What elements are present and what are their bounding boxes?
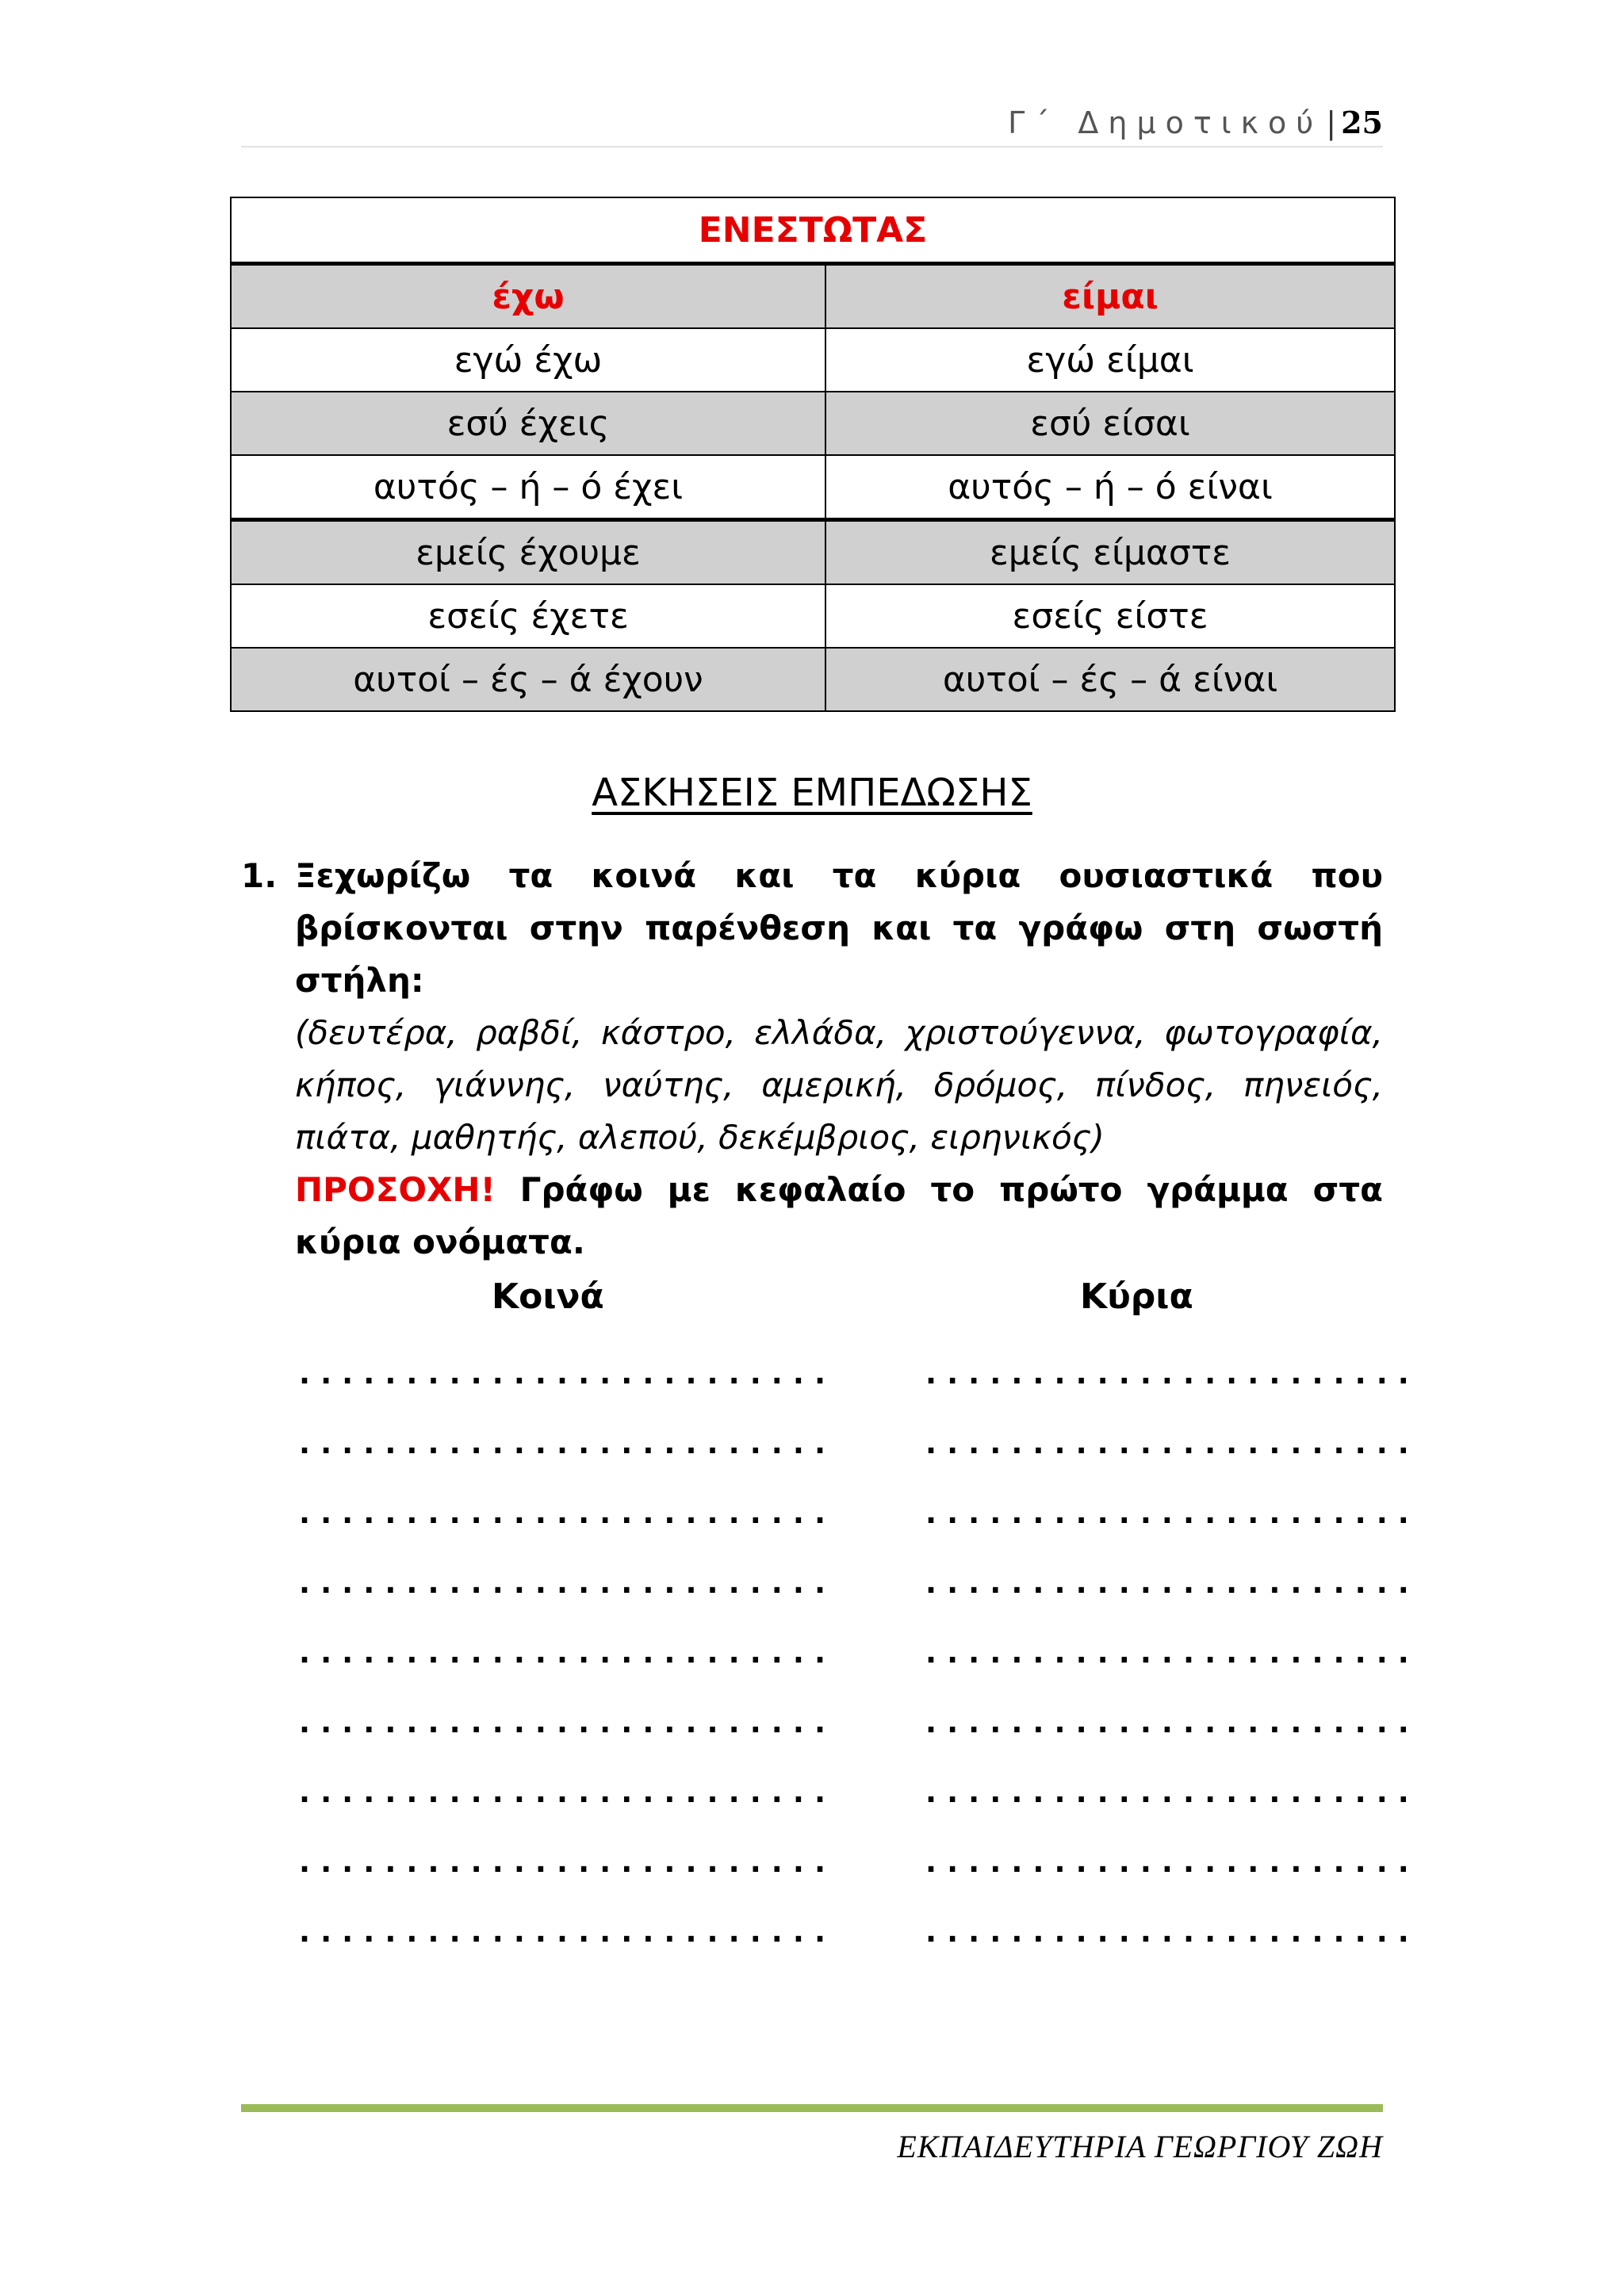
- table-cell: αυτοί – ές – ά είναι: [825, 648, 1395, 711]
- exercise-word-list: (δευτέρα, ραβδί, κάστρο, ελλάδα, χριστούγεννα, φωτογραφία, κήπος, γιάννης, ναύτης, αμερική, δρόμος, πίνδος, πηνειός, πιάτα, μαθητής, αλεπού, δεκέμβριος, ειρηνικός): [295, 1013, 1383, 1157]
- table-row: [231, 520, 1395, 585]
- header-separator: |: [1326, 105, 1337, 140]
- answer-line[interactable]: .......................: [921, 1494, 1415, 1531]
- answer-line[interactable]: .......................: [921, 1355, 1415, 1391]
- exercise-body: [295, 850, 1383, 1269]
- answer-line[interactable]: .......................: [921, 1843, 1415, 1880]
- exercise-warning: [295, 1164, 1383, 1269]
- answer-line[interactable]: .......................: [921, 1564, 1415, 1601]
- answer-line[interactable]: .........................: [295, 1564, 833, 1601]
- table-cell: αυτός – ή – ό έχει: [231, 455, 825, 520]
- answer-line[interactable]: .......................: [921, 1774, 1415, 1810]
- answer-line[interactable]: .........................: [295, 1843, 833, 1880]
- column-title-proper: Κύρια: [1080, 1276, 1193, 1317]
- answer-line[interactable]: .........................: [295, 1355, 833, 1391]
- warning-text: Γράφω με κεφαλαίο το πρώτο γράμμα στα κύρια ονόματα.: [295, 1170, 1383, 1261]
- page-number: 25: [1341, 105, 1383, 140]
- section-title: ΑΣΚΗΣΕΙΣ ΕΜΠΕΔΩΣΗΣ: [592, 771, 1032, 815]
- table-row: [231, 392, 1395, 455]
- table-cell: αυτός – ή – ό είναι: [825, 455, 1395, 520]
- exercise-number: 1.: [241, 856, 278, 895]
- answer-line[interactable]: .......................: [921, 1425, 1415, 1461]
- answer-line[interactable]: .......................: [921, 1913, 1415, 1950]
- header-text: [1008, 105, 1383, 140]
- answer-line[interactable]: .........................: [295, 1634, 833, 1670]
- footer-author: ΕΚΠΑΙΔΕΥΤΗΡΙΑ ΓΕΩΡΓΙΟΥ ΖΩΗ: [897, 2129, 1383, 2164]
- answer-line[interactable]: .........................: [295, 1704, 833, 1740]
- warning-label: ΠΡΟΣΟΧΗ!: [295, 1170, 496, 1209]
- table-cell: εσύ είσαι: [825, 392, 1395, 455]
- exercise-instruction: Ξεχωρίζω τα κοινά και τα κύρια ουσιαστικά που βρίσκονται στην παρένθεση και τα γράφω στη σωστή στήλη:: [295, 856, 1383, 1000]
- answer-line[interactable]: .........................: [295, 1494, 833, 1531]
- answer-line[interactable]: .........................: [295, 1913, 833, 1950]
- column-header-eimai: είμαι: [825, 264, 1395, 329]
- table-row: [231, 584, 1395, 648]
- table-cell: εμείς είμαστε: [825, 520, 1395, 585]
- answer-line[interactable]: .........................: [295, 1425, 833, 1461]
- header-subject: Γ΄ Δημοτικού: [1008, 105, 1323, 140]
- answer-line[interactable]: .......................: [921, 1704, 1415, 1740]
- answer-line[interactable]: .........................: [295, 1774, 833, 1810]
- table-cell: αυτοί – ές – ά έχουν: [231, 648, 825, 711]
- table-cell: εσείς είστε: [825, 584, 1395, 648]
- column-title-common: Κοινά: [492, 1276, 604, 1317]
- page-header: [241, 94, 1383, 147]
- table-title: ΕΝΕΣΤΩΤΑΣ: [231, 197, 1395, 264]
- table-cell: εγώ είμαι: [825, 328, 1395, 392]
- column-header-echo: έχω: [231, 264, 825, 329]
- answer-line[interactable]: .......................: [921, 1634, 1415, 1670]
- conjugation-table: [230, 197, 1396, 712]
- table-row: [231, 648, 1395, 711]
- table-cell: εγώ έχω: [231, 328, 825, 392]
- table-cell: εμείς έχουμε: [231, 520, 825, 585]
- table-row: [231, 328, 1395, 392]
- footer-divider: [241, 2104, 1383, 2112]
- table-cell: εσύ έχεις: [231, 392, 825, 455]
- table-row: [231, 455, 1395, 520]
- table-cell: εσείς έχετε: [231, 584, 825, 648]
